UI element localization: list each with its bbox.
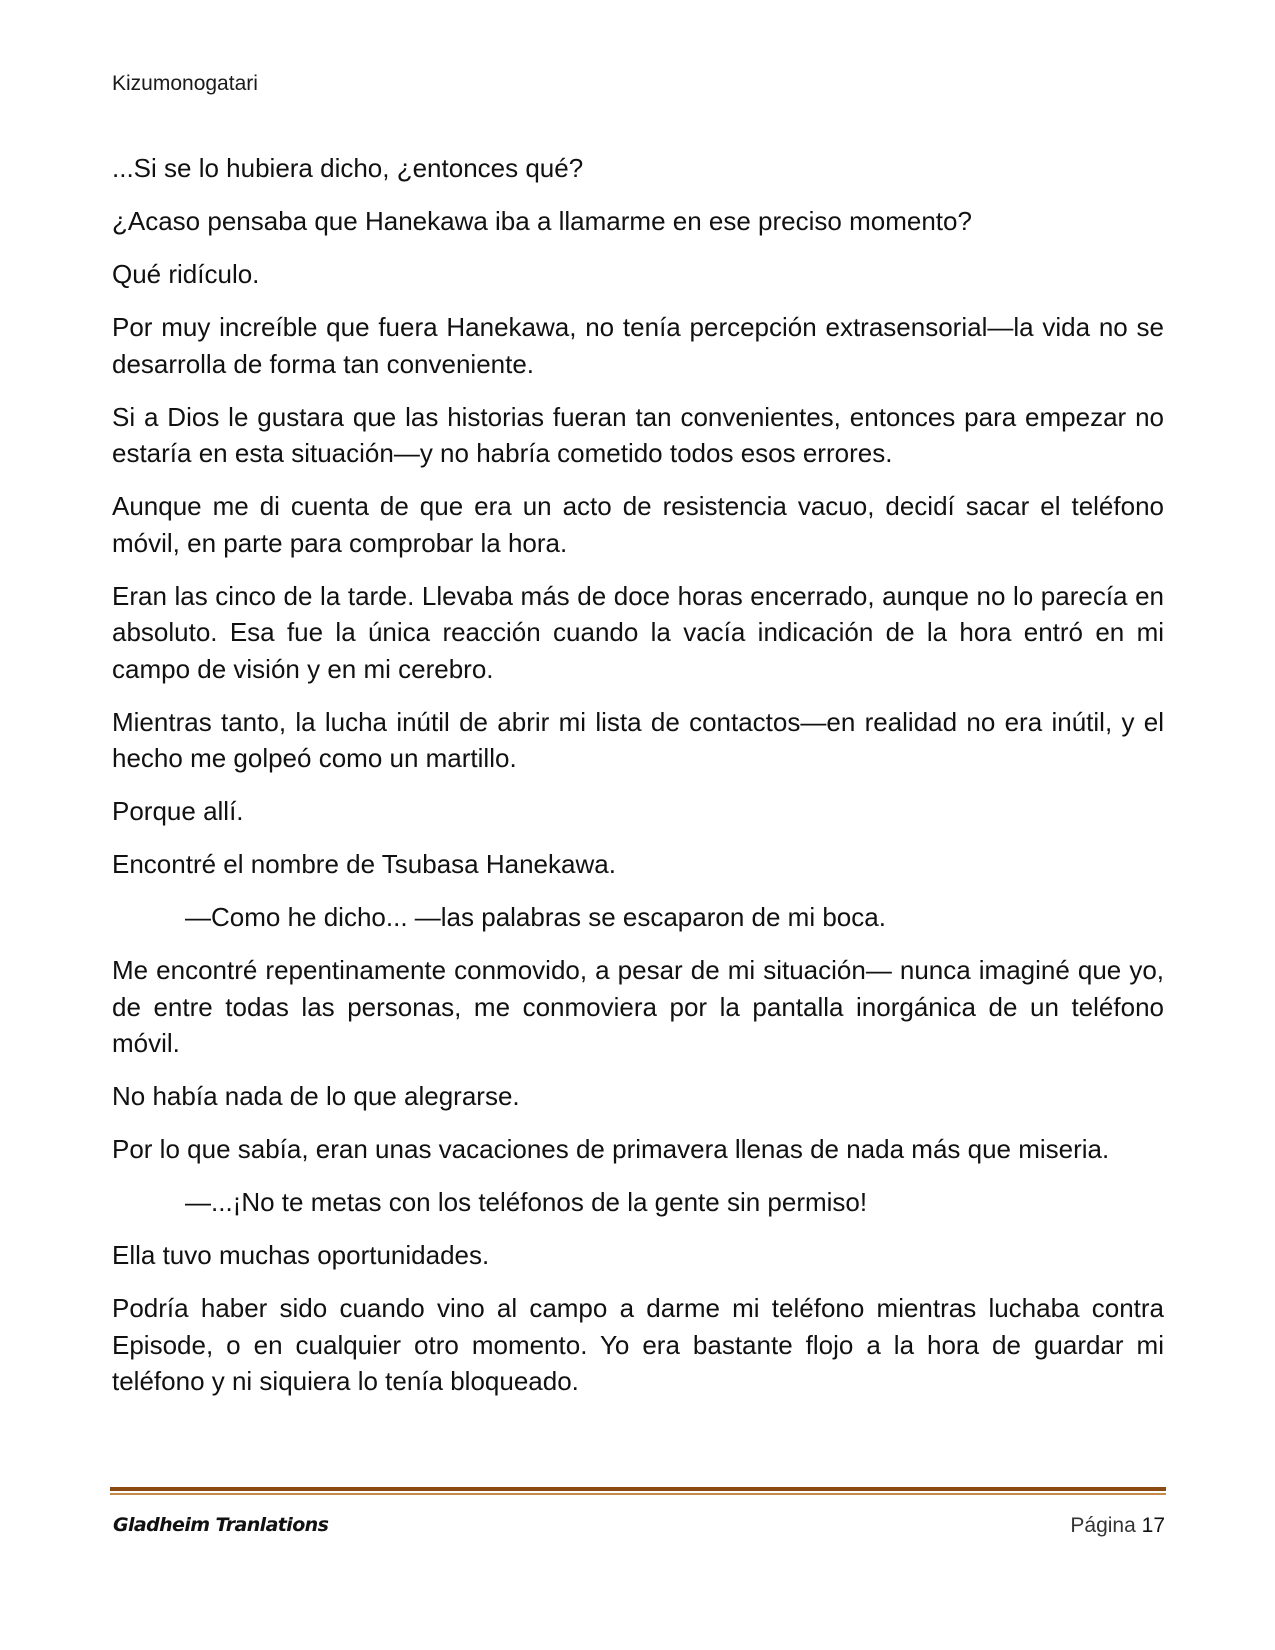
body-text — [112, 150, 1164, 1416]
paragraph: Por muy increíble que fuera Hanekawa, no tenía percepción extrasensorial—la vida no se desarrolla de forma tan conveniente. — [112, 312, 1164, 379]
paragraph: Porque allí. — [112, 796, 244, 826]
paragraph: Ella tuvo muchas oportunidades. — [112, 1240, 490, 1270]
paragraph: No había nada de lo que alegrarse. — [112, 1081, 520, 1111]
paragraph: Mientras tanto, la lucha inútil de abrir mi lista de contactos—en realidad no era inútil, y el hecho me golpeó como un martillo. — [112, 706, 1164, 773]
footer-divider — [110, 1487, 1166, 1491]
paragraph: ¿Acaso pensaba que Hanekawa iba a llamarme en ese preciso momento? — [112, 206, 972, 236]
paragraph: Me encontré repentinamente conmovido, a pesar de mi situación— nunca imaginé que yo, de entre todas las personas, me conmoviera por la pantalla inorgánica de un teléfono móvil. — [112, 955, 1164, 1058]
footer-credit: Gladheim Tranlations — [113, 1514, 329, 1536]
page-number — [1070, 1514, 1165, 1538]
running-header: Kizumonogatari — [112, 72, 258, 95]
paragraph: ...Si se lo hubiera dicho, ¿entonces qué? — [112, 153, 584, 183]
paragraph: Qué ridículo. — [112, 259, 260, 289]
page-number-value: 17 — [1141, 1514, 1165, 1537]
paragraph: Podría haber sido cuando vino al campo a darme mi teléfono mientras luchaba contra Episode, o en cualquier otro momento. Yo era bastante flojo a la hora de guardar mi teléfono y ni siquiera lo tenía bloqueado. — [112, 1293, 1164, 1396]
paragraph: Si a Dios le gustara que las historias fueran tan convenientes, entonces para empezar no estaría en esta situación—y no habría cometido todos esos errores. — [112, 401, 1164, 468]
page-label: Página — [1070, 1514, 1136, 1537]
paragraph: Encontré el nombre de Tsubasa Hanekawa. — [112, 849, 616, 879]
footer-divider-thin — [110, 1493, 1166, 1495]
dialogue-paragraph: —Como he dicho... —las palabras se escaparon de mi boca. — [185, 902, 886, 932]
paragraph: Aunque me di cuenta de que era un acto de resistencia vacuo, decidí sacar el teléfono móvil, en parte para comprobar la hora. — [112, 491, 1164, 558]
paragraph: Eran las cinco de la tarde. Llevaba más de doce horas encerrado, aunque no lo parecía en absoluto. Esa fue la única reacción cuando la vacía indicación de la hora entró en mi campo de visión y en mi cerebro. — [112, 580, 1164, 684]
paragraph: Por lo que sabía, eran unas vacaciones de primavera llenas de nada más que miseria. — [112, 1134, 1110, 1164]
dialogue-paragraph: —...¡No te metas con los teléfonos de la gente sin permiso! — [185, 1187, 868, 1217]
